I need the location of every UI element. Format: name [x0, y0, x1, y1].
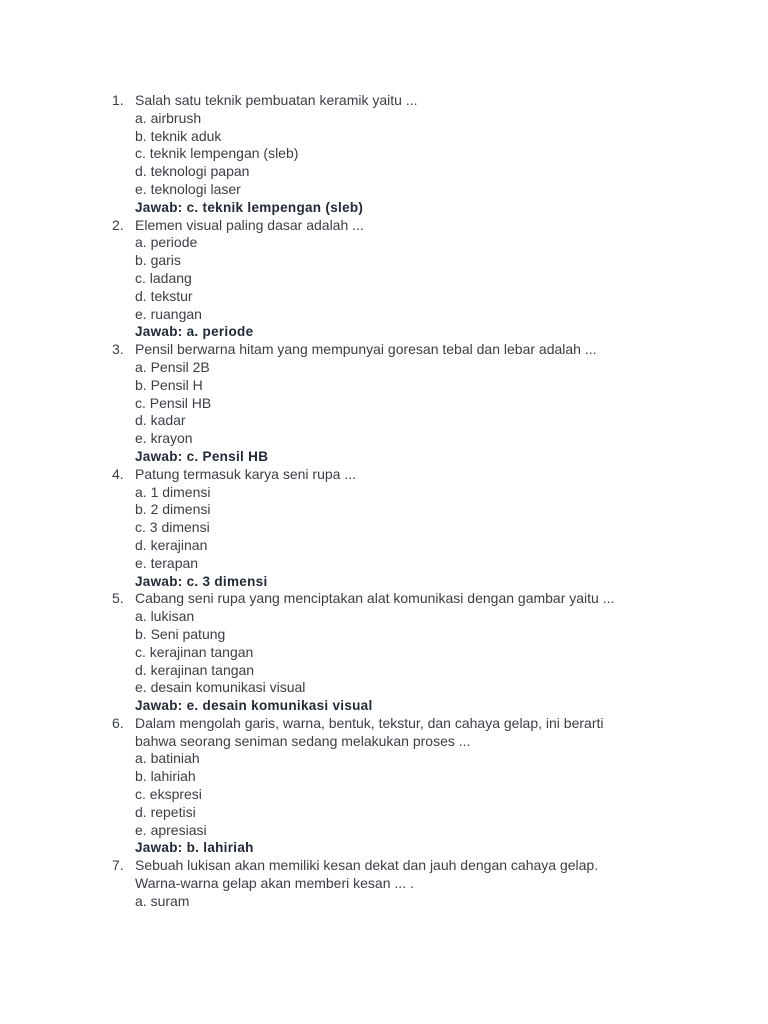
- option-item: c. ekspresi: [135, 786, 202, 803]
- question-number: 4.: [112, 465, 124, 482]
- question-item: [0, 341, 768, 466]
- option-list: [135, 359, 655, 448]
- option-item: d. repetisi: [135, 803, 196, 820]
- option-item: e. desain komunikasi visual: [135, 679, 306, 696]
- question-number: 5.: [112, 590, 124, 607]
- option-item: a. Pensil 2B: [135, 358, 210, 375]
- question-body: [135, 341, 655, 466]
- option-list: [135, 750, 655, 839]
- option-item: a. periode: [135, 234, 198, 251]
- option-list: [135, 484, 655, 573]
- question-item: [0, 217, 768, 342]
- option-item: b. Seni patung: [135, 625, 226, 642]
- question-body: [135, 590, 655, 715]
- question-text: Salah satu teknik pembuatan keramik yaitu ...: [135, 92, 418, 108]
- option-item: c. ladang: [135, 269, 192, 286]
- option-item: b. Pensil H: [135, 376, 203, 393]
- question-number: 7.: [112, 857, 124, 874]
- option-item: a. lukisan: [135, 608, 195, 625]
- option-item: b. lahiriah: [135, 768, 196, 785]
- option-item: e. ruangan: [135, 305, 202, 322]
- option-list: [135, 110, 655, 199]
- option-item: d. tekstur: [135, 287, 193, 304]
- option-item: d. kerajinan tangan: [135, 661, 255, 678]
- question-number: 3.: [112, 341, 124, 358]
- question-item: [0, 590, 768, 715]
- question-body: [135, 466, 655, 591]
- question-number: 1.: [112, 92, 124, 108]
- option-item: e. krayon: [135, 430, 193, 447]
- question-text: Elemen visual paling dasar adalah ...: [135, 216, 364, 233]
- option-list: [135, 893, 655, 911]
- question-body: [135, 217, 655, 342]
- question-text: Cabang seni rupa yang menciptakan alat komunikasi dengan gambar yaitu ...: [135, 590, 615, 607]
- question-text: Pensil berwarna hitam yang mempunyai goresan tebal dan lebar adalah ...: [135, 341, 597, 358]
- option-item: c. 3 dimensi: [135, 519, 210, 536]
- option-list: [135, 608, 655, 697]
- question-item: [0, 92, 768, 217]
- option-item: b. garis: [135, 252, 181, 269]
- option-list: [135, 234, 655, 323]
- question-item: [0, 715, 768, 857]
- option-item: d. kerajinan: [135, 536, 208, 553]
- answer-key: Jawab: c. 3 dimensi: [135, 573, 268, 589]
- option-item: c. Pensil HB: [135, 394, 212, 411]
- answer-key: Jawab: c. Pensil HB: [135, 448, 269, 464]
- answer-key: Jawab: a. periode: [135, 324, 254, 340]
- question-body: [135, 92, 655, 217]
- option-item: d. teknologi papan: [135, 163, 250, 180]
- answer-key: Jawab: b. lahiriah: [135, 840, 254, 856]
- question-body: [135, 857, 655, 910]
- question-list: [0, 92, 768, 911]
- option-item: b. teknik aduk: [135, 127, 222, 144]
- question-body: [135, 715, 655, 857]
- option-item: d. kadar: [135, 412, 186, 429]
- question-text: Sebuah lukisan akan memiliki kesan dekat dan jauh dengan cahaya gelap. Warna-warna gelap akan memberi kesan ... .: [135, 857, 599, 892]
- option-item: c. kerajinan tangan: [135, 643, 254, 660]
- option-item: b. 2 dimensi: [135, 501, 211, 518]
- question-number: 6.: [112, 714, 124, 731]
- option-item: e. apresiasi: [135, 821, 207, 838]
- option-item: a. 1 dimensi: [135, 483, 211, 500]
- option-item: c. teknik lempengan (sleb): [135, 145, 299, 162]
- question-number: 2.: [112, 216, 124, 233]
- answer-key: Jawab: c. teknik lempengan (sleb): [135, 199, 364, 215]
- option-item: a. suram: [135, 892, 190, 909]
- question-text: Patung termasuk karya seni rupa ...: [135, 465, 356, 482]
- option-item: e. teknologi laser: [135, 180, 241, 197]
- option-item: e. terapan: [135, 554, 199, 571]
- question-item: [0, 466, 768, 591]
- option-item: a. airbrush: [135, 109, 202, 126]
- question-item: [0, 857, 768, 910]
- option-item: a. batiniah: [135, 750, 200, 767]
- answer-key: Jawab: e. desain komunikasi visual: [135, 698, 373, 714]
- question-text: Dalam mengolah garis, warna, bentuk, tekstur, dan cahaya gelap, ini berarti bahwa seorang seniman sedang melakukan proses ...: [135, 714, 604, 749]
